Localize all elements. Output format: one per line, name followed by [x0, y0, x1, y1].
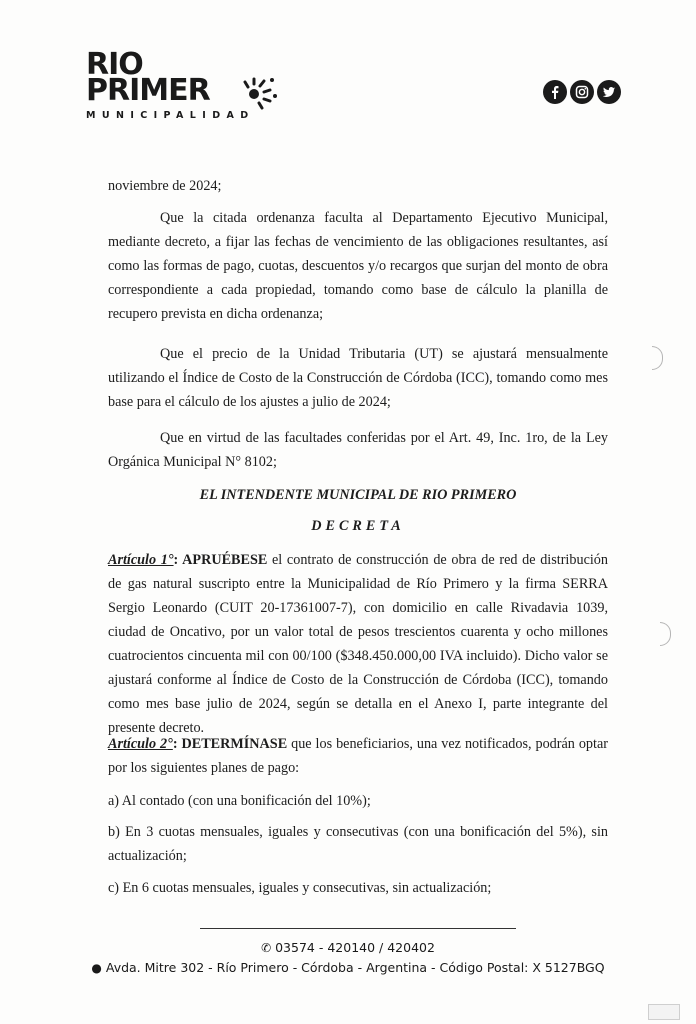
footer-address-line: [0, 960, 696, 975]
footer-address: Avda. Mitre 302 - Río Primero - Córdoba - Argentina - Código Postal: X 5127BGQ: [105, 960, 605, 975]
location-pin-icon: ●: [91, 961, 102, 975]
article-2: Artículo 2°: DETERMÍNASE que los beneficiarios, una vez notificados, podrán optar por los siguientes planes de pago:: [108, 736, 608, 776]
footer-phone-line: [0, 940, 696, 955]
scan-mark: [652, 346, 663, 370]
twitter-icon[interactable]: [597, 80, 621, 104]
logo-line2: PRIMER: [86, 73, 210, 108]
article-2-verb: DETERMÍNASE: [181, 736, 288, 752]
paragraph-considering-1: Que la citada ordenanza faculta al Departamento Ejecutivo Municipal, mediante decreto, a fijar las fechas de vencimiento de las obligaciones resultantes, así como las formas de pago, cuotas, descuentos y/o recargos que surjan del monto de obra correspondiente a cada propiedad, tomando como base de cálculo la planilla de recupero prevista en dicha ordenanza;: [108, 210, 608, 322]
payment-option-a: a) Al contado (con una bonificación del 10%);: [108, 793, 371, 809]
phone-icon: ✆: [261, 941, 272, 955]
municipality-logo: [86, 47, 286, 130]
article-1-label: Artículo 1°: [108, 552, 174, 568]
payment-option-c: c) En 6 cuotas mensuales, iguales y consecutivas, sin actualización;: [108, 880, 492, 896]
decree-authority-heading: EL INTENDENTE MUNICIPAL DE RIO PRIMERO: [199, 487, 517, 503]
social-icons: [543, 80, 621, 104]
payment-option-b: b) En 3 cuotas mensuales, iguales y consecutivas (con una bonificación del 5%), sin actualización;: [108, 824, 608, 864]
article-1: Artículo 1°: APRUÉBESE el contrato de construcción de obra de red de distribución de gas natural suscripto entre la Municipalidad de Río Primero y la firma SERRA Sergio Leonardo (CUIT 20-17361007-7), con domicilio en calle Rivadavia 1039, ciudad de Oncativo, por un valor total de pesos trescientos cuarenta y ocho millones cuatrocientos cincuenta mil con 00/100 ($348.450.000,00 IVA incluido). Dicho valor se ajustará conforme al Índice de Costo de la Construcción de Córdoba (ICC), tomando como mes base julio de 2024, según se detalla en el Anexo I, parte integrante del presente decreto.: [108, 552, 608, 736]
paragraph-considering-3: Que en virtud de las facultades conferidas por el Art. 49, Inc. 1ro, de la Ley Orgánica Municipal N° 8102;: [108, 430, 608, 470]
scan-mark: [660, 622, 671, 646]
logo-subtitle: MUNICIPALIDAD: [86, 110, 255, 121]
facebook-icon[interactable]: [543, 80, 567, 104]
paragraph-considering-2: Que el precio de la Unidad Tributaria (UT) se ajustará mensualmente utilizando el Índice de Costo de la Construcción de Córdoba (ICC), tomando como mes base para el cálculo de los ajustes a julio de 2024;: [108, 346, 608, 410]
instagram-icon[interactable]: [570, 80, 594, 104]
scanner-badge: [648, 1004, 680, 1020]
footer-divider: [200, 928, 516, 929]
logo-line1: RIO: [86, 47, 143, 82]
article-1-verb: APRUÉBESE: [182, 552, 268, 568]
article-2-text: que los beneficiarios, una vez notificados, podrán optar por los siguientes planes de pago:: [108, 736, 608, 776]
article-2-label: Artículo 2°: [108, 736, 173, 752]
sun-emblem-icon: [238, 70, 280, 112]
paragraph-date-continuation: noviembre de 2024;: [108, 178, 222, 194]
article-1-text: el contrato de construcción de obra de red de distribución de gas natural suscripto entre la Municipalidad de Río Primero y la firma SERRA Sergio Leonardo (CUIT 20-17361007-7), con domicilio en calle Rivadavia 1039, ciudad de Oncativo, por un valor total de pesos trescientos cuarenta y ocho millones cuatrocientos cincuenta mil con 00/100 ($348.450.000,00 IVA incluido). Dicho valor se ajustará conforme al Índice de Costo de la Construcción de Córdoba (ICC), tomando como mes base julio de 2024, según se detalla en el Anexo I, parte integrante del presente decreto.: [108, 552, 608, 736]
decree-heading: DECRETA: [311, 518, 405, 534]
footer-phone: 03574 - 420140 / 420402: [275, 940, 435, 955]
